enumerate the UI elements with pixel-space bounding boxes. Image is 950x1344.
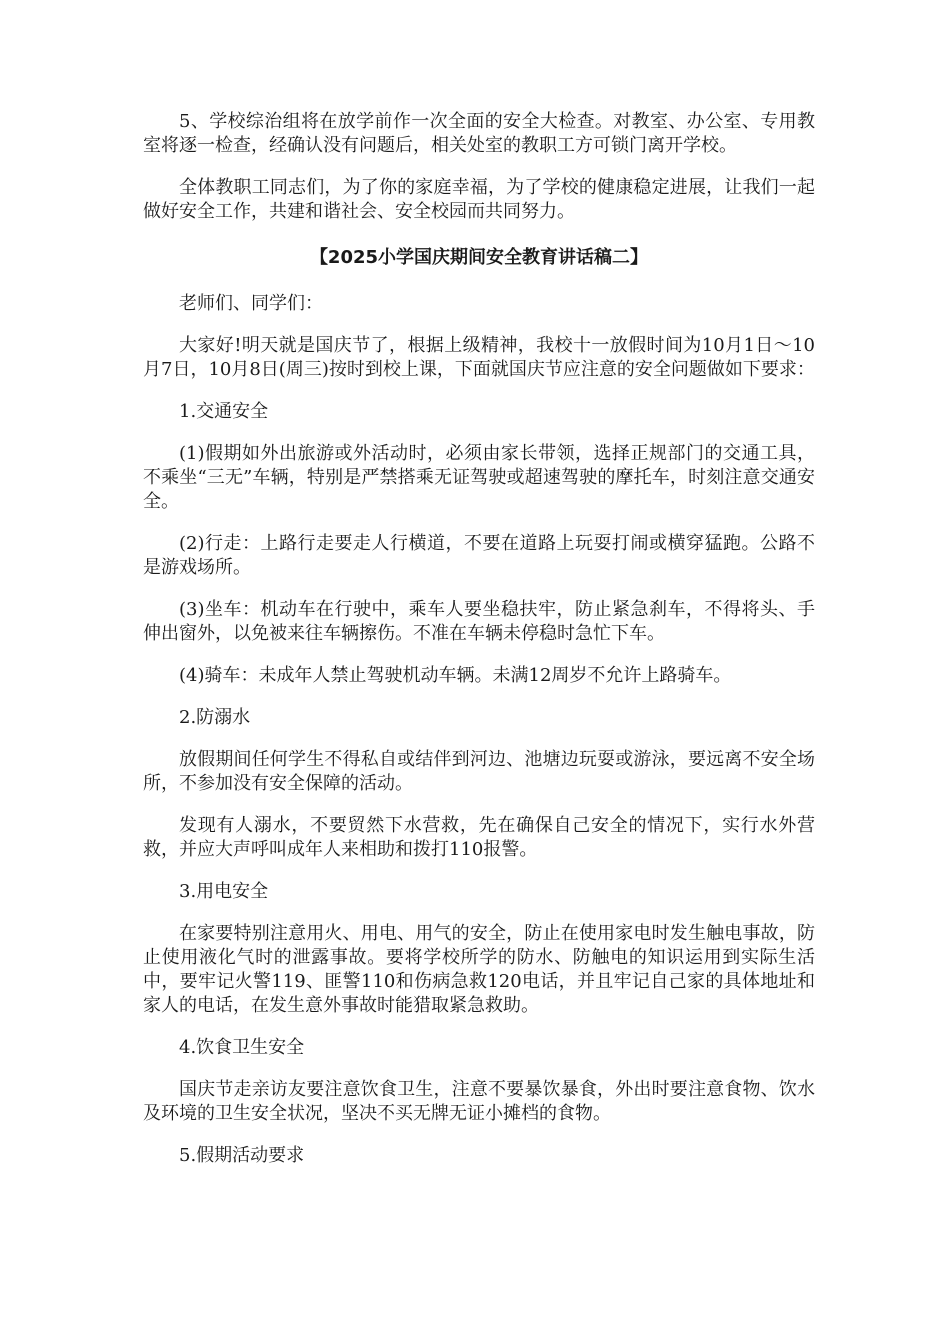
document-page (143, 110, 815, 1186)
paragraph-electricity-1: 在家要特别注意用火、用电、用气的安全，防止在使用家电时发生触电事故，防止使用液化气时的泄露事故。要将学校所学的防水、防触电的知识运用到实际生活中，要牢记火警119、匪警110和伤病急救120电话，并且牢记自己家的具体地址和家人的电话，在发生意外事故时能猎取紧急救助。 (143, 923, 815, 1016)
subsection-title-food: 4.饮食卫生安全 (179, 1037, 305, 1058)
subsection-title-activities: 5.假期活动要求 (179, 1145, 305, 1166)
paragraph-drowning-2: 发现有人溺水，不要贸然下水营救，先在确保自己安全的情况下，实行水外营救，并应大声呼叫成年人来相助和拨打110报警。 (143, 815, 815, 860)
paragraph-safety-inspection: 5、学校综治组将在放学前作一次全面的安全大检查。对教室、办公室、专用教室将逐一检查，经确认没有问题后，相关处室的教职工方可锁门离开学校。 (143, 111, 815, 156)
greeting: 老师们、同学们： (179, 293, 323, 314)
paragraph-traffic-2: (2)行走：上路行走要走人行横道，不要在道路上玩耍打闹或横穿猛跑。公路不是游戏场所。 (143, 533, 815, 578)
subsection-title-electricity: 3.用电安全 (179, 881, 269, 902)
paragraph-staff-appeal: 全体教职工同志们，为了你的家庭幸福，为了学校的健康稳定进展，让我们一起做好安全工作，共建和谐社会、安全校园而共同努力。 (143, 177, 815, 222)
paragraph-traffic-1: (1)假期如外出旅游或外活动时，必须由家长带领，选择正规部门的交通工具，不乘坐“三无”车辆，特别是严禁搭乘无证驾驶或超速驾驶的摩托车，时刻注意交通安全。 (143, 443, 815, 512)
paragraph-traffic-3: (3)坐车：机动车在行驶中，乘车人要坐稳扶牢，防止紧急刹车，不得将头、手伸出窗外，以免被来往车辆擦伤。不准在车辆未停稳时急忙下车。 (143, 599, 815, 644)
section-heading: 【2025小学国庆期间安全教育讲话稿二】 (309, 247, 649, 268)
paragraph-intro: 大家好!明天就是国庆节了，根据上级精神，我校十一放假时间为10月1日～10月7日，10月8日(周三)按时到校上课，下面就国庆节应注意的安全问题做如下要求： (143, 335, 815, 380)
paragraph-traffic-4: (4)骑车：未成年人禁止驾驶机动车辆。未满12周岁不允许上路骑车。 (179, 665, 732, 686)
subsection-title-traffic: 1.交通安全 (179, 401, 269, 422)
paragraph-food-1: 国庆节走亲访友要注意饮食卫生，注意不要暴饮暴食，外出时要注意食物、饮水及环境的卫生安全状况，坚决不买无牌无证小摊档的食物。 (143, 1079, 815, 1124)
subsection-title-drowning: 2.防溺水 (179, 707, 251, 728)
paragraph-drowning-1: 放假期间任何学生不得私自或结伴到河边、池塘边玩耍或游泳，要远离不安全场所，不参加没有安全保障的活动。 (143, 749, 815, 794)
